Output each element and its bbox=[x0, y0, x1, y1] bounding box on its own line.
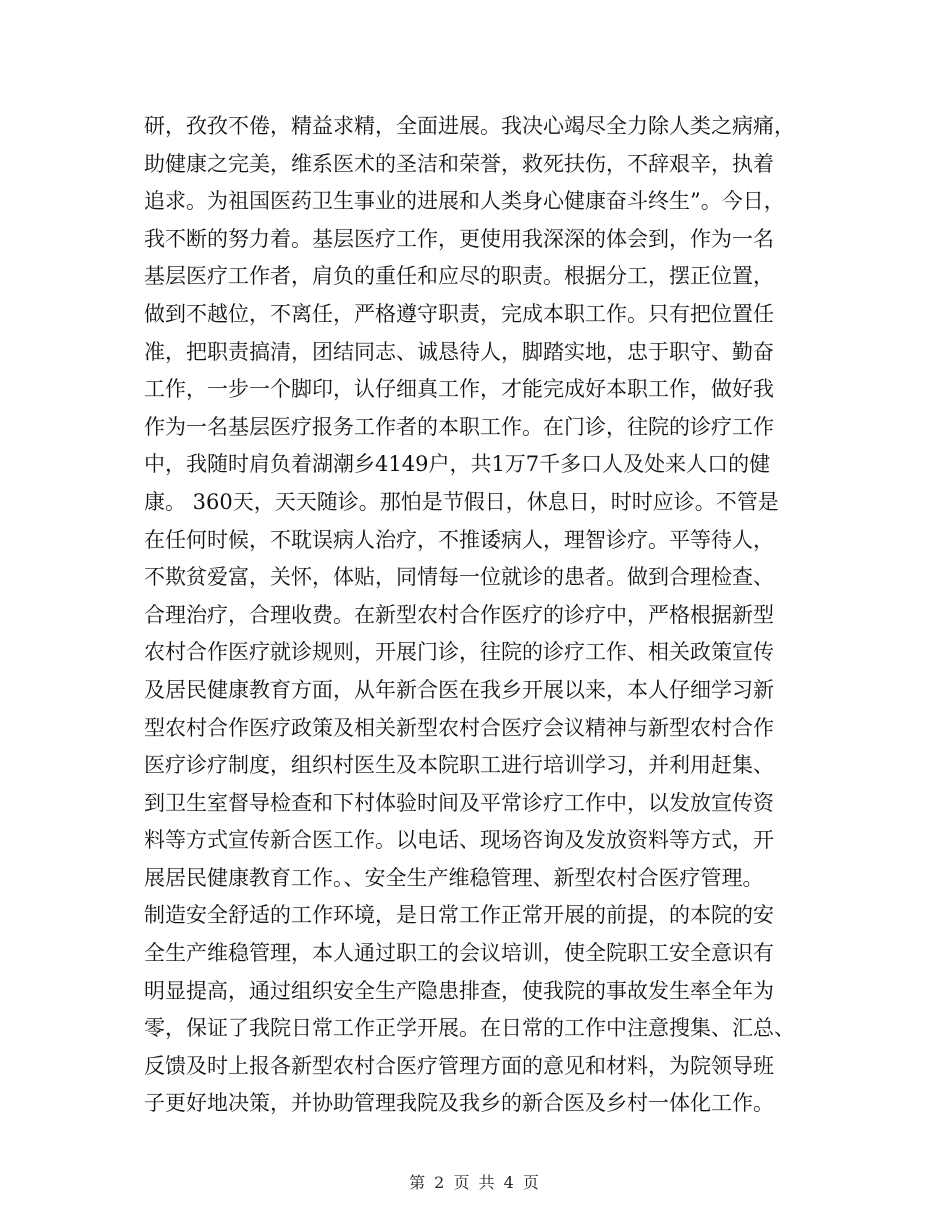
text-line: 展居民健康教育工作。、安全生产维稳管理、新型农村合医疗管理。 bbox=[144, 865, 764, 890]
text-line: 料等方式宣传新合医工作。以电话、现场咨询及发放资料等方式，开 bbox=[144, 828, 774, 853]
text-line: 基层医疗工作者，肩负的重任和应尽的职责。根据分工，摆正位置， bbox=[144, 264, 774, 289]
text-line: 做到不越位，不离任，严格遵守职责，完成本职工作。只有把位置任 bbox=[144, 301, 774, 326]
text-line: 工作，一步一个脚印，认仔细真工作，才能完成好本职工作，做好我 bbox=[144, 377, 774, 402]
text-line: 我不断的努力着。基层医疗工作，更使用我深深的体会到，作为一名 bbox=[144, 226, 774, 251]
text-line: 康。 360天，天天随诊。那怕是节假日，休息日，时时应诊。不管是 bbox=[144, 489, 779, 514]
page-number-footer: 第 2 页 共 4 页 bbox=[409, 1173, 541, 1192]
text-line: 制造安全舒适的工作环境，是日常工作正常开展的前提，的本院的安 bbox=[144, 903, 774, 928]
text-line: 全生产维稳管理，本人通过职工的会议培训，使全院职工安全意识有 bbox=[144, 941, 774, 966]
text-line: 到卫生室督导检查和下村体验时间及平常诊疗工作中，以发放宣传资 bbox=[144, 790, 774, 815]
text-line: 明显提高，通过组织安全生产隐患排查，使我院的事故发生率全年为 bbox=[144, 978, 774, 1003]
text-line: 反馈及时上报各新型农村合医疗管理方面的意见和材料，为院领导班 bbox=[144, 1053, 774, 1078]
text-line: 研，孜孜不倦，精益求精，全面进展。我决心竭尽全力除人类之病痛， bbox=[144, 114, 795, 138]
text-line: 农村合作医疗就诊规则，开展门诊，往院的诊疗工作、相关政策宣传 bbox=[144, 640, 774, 665]
text-line: 作为一名基层医疗报务工作者的本职工作。在门诊，往院的诊疗工作 bbox=[144, 414, 774, 439]
text-line: 中，我随时肩负着湖潮乡4149户，共1万7千多口人及处来人口的健 bbox=[144, 452, 771, 477]
text-line: 准，把职责搞清，团结同志、诚恳待人，脚踏实地，忠于职守、勤奋 bbox=[144, 339, 774, 364]
text-line: 型农村合作医疗政策及相关新型农村合医疗会议精神与新型农村合作 bbox=[144, 715, 774, 740]
text-line: 合理治疗，合理收费。在新型农村合作医疗的诊疗中，严格根据新型 bbox=[144, 602, 774, 627]
text-line: 追求。为祖国医药卫生事业的进展和人类身心健康奋斗终生”。今日， bbox=[144, 189, 785, 214]
text-line: 及居民健康教育方面，从年新合医在我乡开展以来，本人仔细学习新 bbox=[144, 677, 774, 702]
text-line: 医疗诊疗制度，组织村医生及本院职工进行培训学习，并利用赶集、 bbox=[144, 753, 774, 778]
body-text bbox=[144, 108, 824, 1123]
text-line: 子更好地决策，并协助管理我院及我乡的新合医及乡村一体化工作。 bbox=[144, 1091, 774, 1116]
text-line: 在任何时候，不耽误病人治疗，不推诿病人，理智诊疗。平等待人， bbox=[144, 527, 774, 552]
text-line: 零，保证了我院日常工作正学开展。在日常的工作中注意搜集、汇总、 bbox=[144, 1016, 795, 1041]
text-line: 不欺贫爱富，关怀，体贴，同情每一位就诊的患者。做到合理检查、 bbox=[144, 565, 774, 590]
text-line: 助健康之完美，维系医术的圣洁和荣誉，救死扶伤，不辞艰辛，执着 bbox=[144, 151, 774, 176]
